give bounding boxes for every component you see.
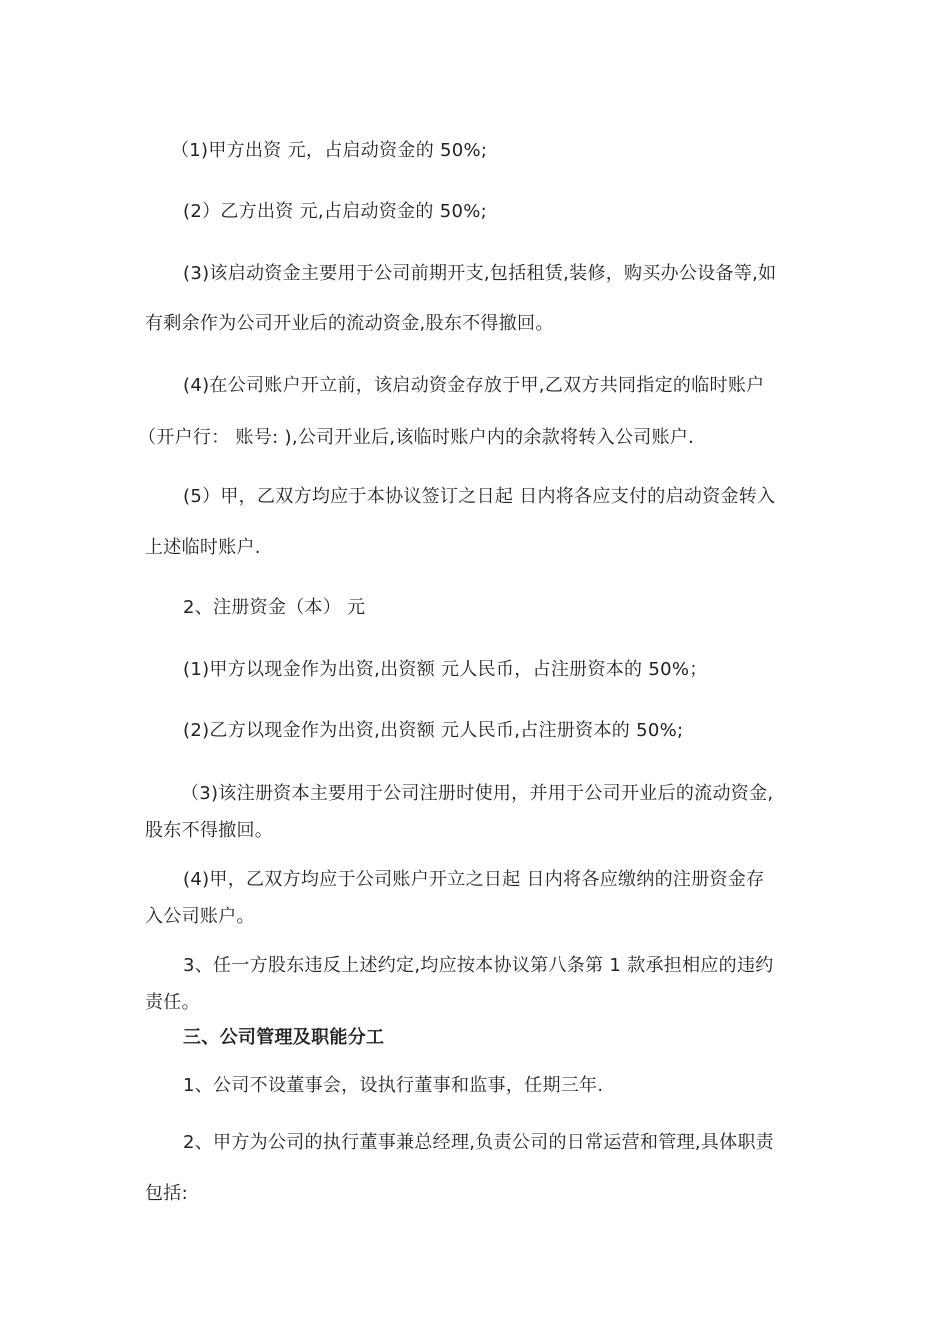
paragraph-line: 2、甲方为公司的执行董事兼总经理,负责公司的日常运营和管理,具体职责 — [183, 1132, 775, 1153]
paragraph-line: （开户行： 账号: ),公司开业后,该临时账户内的余款将转入公司账户. — [138, 427, 695, 448]
paragraph-line: 责任。 — [145, 992, 200, 1013]
paragraph-line: 上述临时账户. — [145, 537, 261, 558]
paragraph-line: (1)甲方以现金作为出资,出资额 元人民币，占注册资本的 50%； — [183, 659, 708, 680]
paragraph-line: 1、公司不设董事会，设执行董事和监事，任期三年. — [183, 1075, 604, 1096]
paragraph-line: (3)该启动资金主要用于公司前期开支,包括租赁,装修，购买办公设备等,如 — [183, 263, 777, 284]
paragraph-line: 有剩余作为公司开业后的流动资金,股东不得撤回。 — [145, 313, 554, 334]
paragraph-line: 股东不得撤回。 — [145, 820, 274, 841]
paragraph-line: (2)乙方以现金作为出资,出资额 元人民币,占注册资本的 50%; — [183, 720, 684, 741]
paragraph-line: 包括: — [145, 1183, 188, 1204]
chapter-heading: 三、公司管理及职能分工 — [183, 1027, 385, 1048]
paragraph-line: （1)甲方出资 元，占启动资金的 50%; — [171, 140, 488, 161]
paragraph-line: (5）甲，乙双方均应于本协议签订之日起 日内将各应支付的启动资金转入 — [183, 486, 776, 507]
section-heading: 2、注册资金（本） 元 — [183, 597, 366, 618]
paragraph-line: 3、任一方股东违反上述约定,均应按本协议第八条第 1 款承担相应的违约 — [183, 955, 774, 976]
paragraph-line: （3)该注册资本主要用于公司注册时使用，并用于公司开业后的流动资金, — [181, 783, 774, 804]
paragraph-line: 入公司账户。 — [145, 906, 255, 927]
paragraph-line: (4)甲，乙双方均应于公司账户开立之日起 日内将各应缴纳的注册资金存 — [183, 869, 765, 890]
paragraph-line: (4)在公司账户开立前，该启动资金存放于甲,乙双方共同指定的临时账户 — [183, 375, 765, 396]
paragraph-line: (2）乙方出资 元,占启动资金的 50%; — [183, 201, 488, 222]
